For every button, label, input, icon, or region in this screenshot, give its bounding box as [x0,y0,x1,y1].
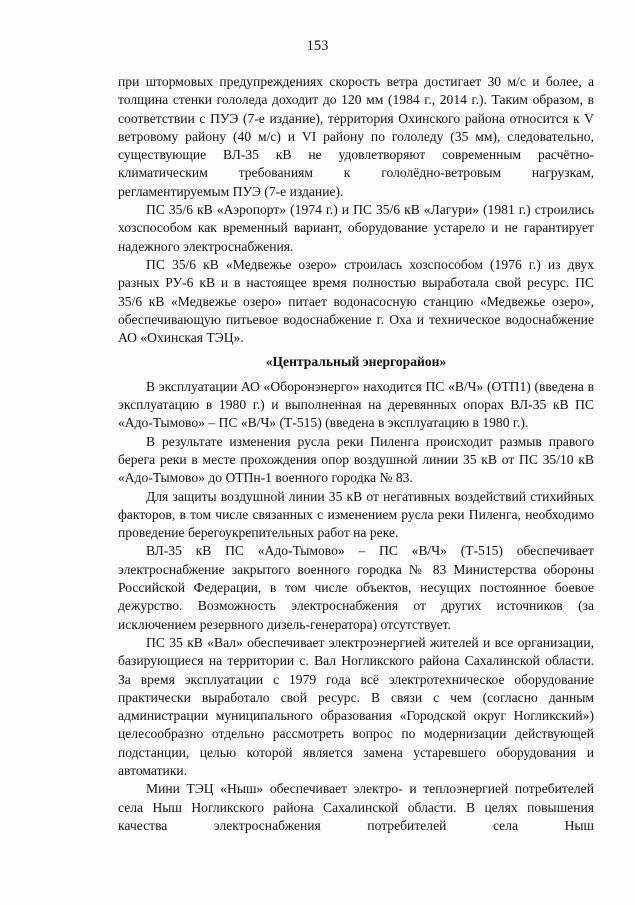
page-number: 153 [306,38,329,54]
paragraph-bank-protection: Для защиты воздушной линии 35 кВ от негативных воздействий стихийных факторов, в том числе связанных с изменением русла реки Пиленга, необходимо проведение берегоукрепительных работ на реке. [118,488,594,541]
section-heading: «Центральный энергорайон» [265,354,447,370]
paragraph-pilenga-erosion: В результате изменения русла реки Пиленга происходит размыв правого берега реки в месте прохождения опор воздушной линии 35 кВ от ПС 35/10 кВ «Адо-Тымово» до ОТПн-1 военного городка № 83. [118,433,594,486]
paragraph-val-substation: ПС 35 кВ «Вал» обеспечивает электроэнергией жителей и все организации, базирующиеся на территории с. Вал Ногликского района Сахалинской области. За время эксплуатации с 1979 года всё электротехническое оборудование практически выработало свой ресурс. В связи с чем (согласно данным администрации муниципального образования «Городской округ Ногликский») целесообразно отдельно рассмотреть вопрос по модернизации действующей подстанции, целью которой является замена устаревшего оборудования и автоматики. [118,634,594,778]
paragraph-oboronenergo: В эксплуатации АО «Оборонэнерго» находится ПС «В/Ч» (ОТП1) (введена в эксплуатацию в 1980 г.) и выполненная на деревянных опорах ВЛ-35 кВ ПС «Адо-Тымово» – ПС «В/Ч» (Т-515) (введена в эксплуатацию в 1980 г.). [118,378,594,431]
paragraph-aeroport-laguri: ПС 35/6 кВ «Аэропорт» (1974 г.) и ПС 35/6 кВ «Лагури» (1981 г.) строились хозспособом как временный вариант, оборудование устарело и не гарантирует надежного электроснабжения. [118,202,594,254]
paragraph-medvezhye-ozero: ПС 35/6 кВ «Медвежье озеро» строилась хозспособом (1976 г.) из двух разных РУ-6 кВ и в настоящее время полностью выработала свой ресурс. ПС 35/6 кВ «Медвежье озеро» питает водонасосную станцию «Медвежье озеро», обеспечивающую питьевое водоснабжение г. Оха и техническое водоснабжение АО «Охинская ТЭЦ». [118,256,594,346]
paragraph-wind-ice-loads: при штормовых предупреждениях скорость ветра достигает 30 м/с и более, а толщина стенки гололеда доходит до 120 мм (1984 г., 2014 г.). Таким образом, в соответствии с ПУЭ (7-е издание), территория Охинского района относится к V ветровому району (40 м/с) и VI району по гололеду (35 мм), следовательно, существующие ВЛ-35 кВ не удовлетворяют современным расчётно-климатическим требованиям к гололёдно-ветровым нагрузкам, регламентируемым ПУЭ (7-е издание). [118,74,594,199]
paragraph-military-town: ВЛ-35 кВ ПС «Адо-Тымово» – ПС «В/Ч» (Т-515) обеспечивает электроснабжение закрытого военного городка № 83 Министерства обороны Российской Федерации, в том числе объектов, несущих постоянное боевое дежурство. Возможность электроснабжения от других источников (за исключением резервного дизель-генератора) отсутствует. [118,543,594,632]
document-body [118,73,594,835]
paragraph-mini-chp-nysh: Мини ТЭЦ «Ныш» обеспечивает электро- и теплоэнергией потребителей села Ныш Ногликского района Сахалинской области. В целях повышения качества электроснабжения потребителей села Ныш [118,781,594,833]
